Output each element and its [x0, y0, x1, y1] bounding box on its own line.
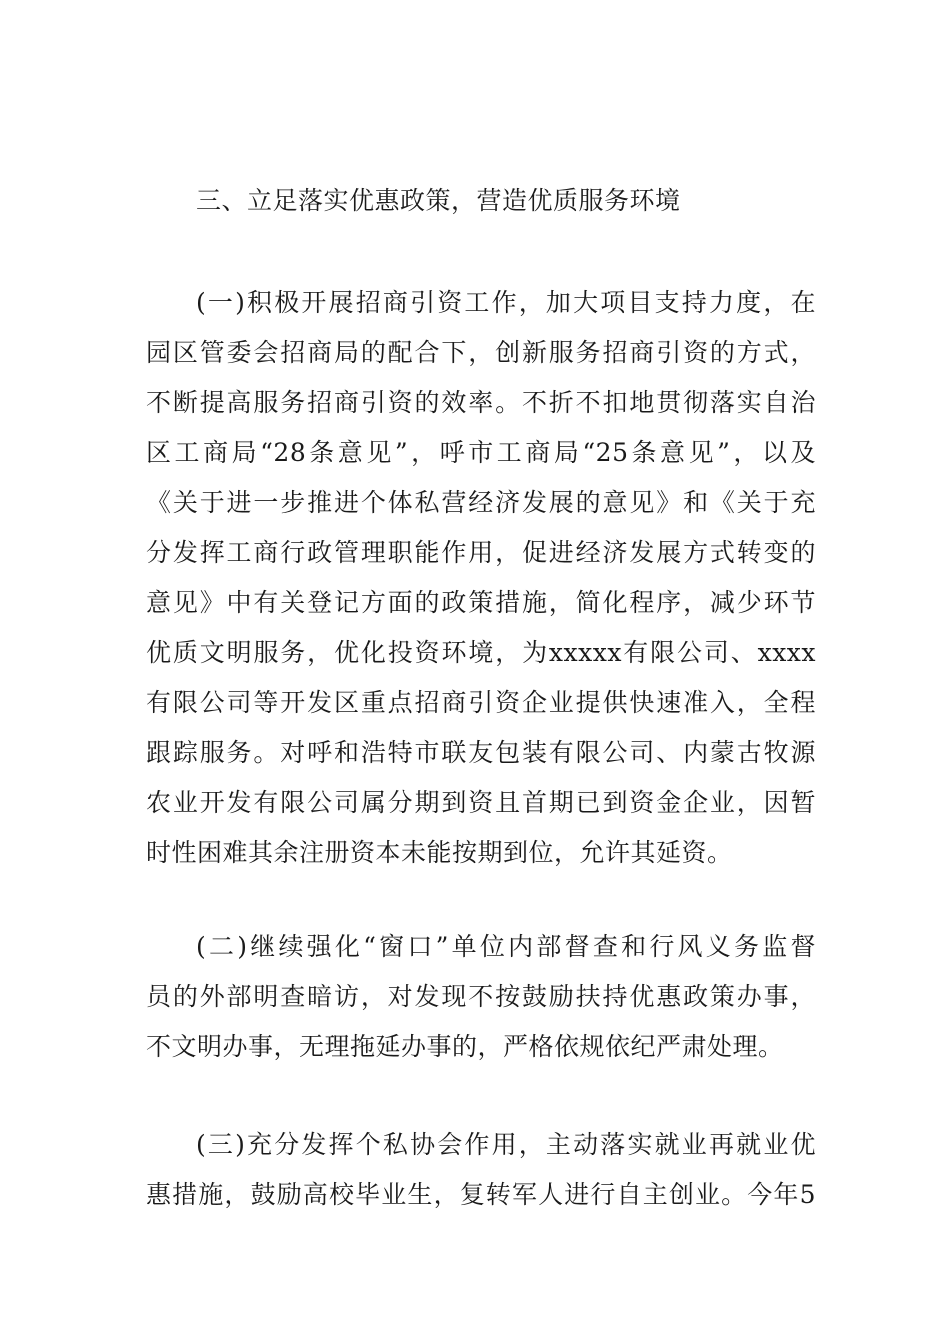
paragraph-line: 惠措施，鼓励高校毕业生，复转军人进行自主创业。今年5: [146, 1180, 816, 1209]
paragraph-line: 意见》中有关登记方面的政策措施，简化程序，减少环节: [146, 588, 816, 617]
paragraph-line: 《关于进一步推进个体私营经济发展的意见》和《关于充: [146, 488, 816, 517]
paragraph-line: 不断提高服务招商引资的效率。不折不扣地贯彻落实自治: [146, 388, 816, 417]
paragraph-line: 跟踪服务。对呼和浩特市联友包装有限公司、内蒙古牧源: [146, 738, 816, 767]
paragraph-line: (一)积极开展招商引资工作，加大项目支持力度，在: [196, 288, 816, 317]
paragraph-line: 农业开发有限公司属分期到资且首期已到资金企业，因暂: [146, 788, 816, 817]
paragraph-3: [146, 1126, 816, 1226]
paragraph-line: 区工商局“28条意见”，呼市工商局“25条意见”，以及: [146, 438, 816, 467]
paragraph-2: [146, 928, 816, 1078]
paragraph-line: 员的外部明查暗访，对发现不按鼓励扶持优惠政策办事，: [146, 982, 816, 1011]
paragraph-line: 分发挥工商行政管理职能作用，促进经济发展方式转变的: [146, 538, 816, 567]
paragraph-line: 优质文明服务，优化投资环境，为xxxxx有限公司、xxxx: [146, 638, 816, 667]
paragraph-1: [146, 284, 816, 884]
paragraph-line: (三)充分发挥个私协会作用，主动落实就业再就业优: [196, 1130, 816, 1159]
paragraph-line: 园区管委会招商局的配合下，创新服务招商引资的方式，: [146, 338, 816, 367]
paragraph-line: (二)继续强化“窗口”单位内部督查和行风义务监督: [196, 932, 816, 961]
paragraph-line: 时性困难其余注册资本未能按期到位，允许其延资。: [146, 838, 733, 867]
section-heading: 三、立足落实优惠政策，营造优质服务环境: [196, 186, 681, 215]
paragraph-line: 有限公司等开发区重点招商引资企业提供快速准入，全程: [146, 688, 816, 717]
paragraph-line: 不文明办事，无理拖延办事的，严格依规依纪严肃处理。: [146, 1032, 784, 1061]
